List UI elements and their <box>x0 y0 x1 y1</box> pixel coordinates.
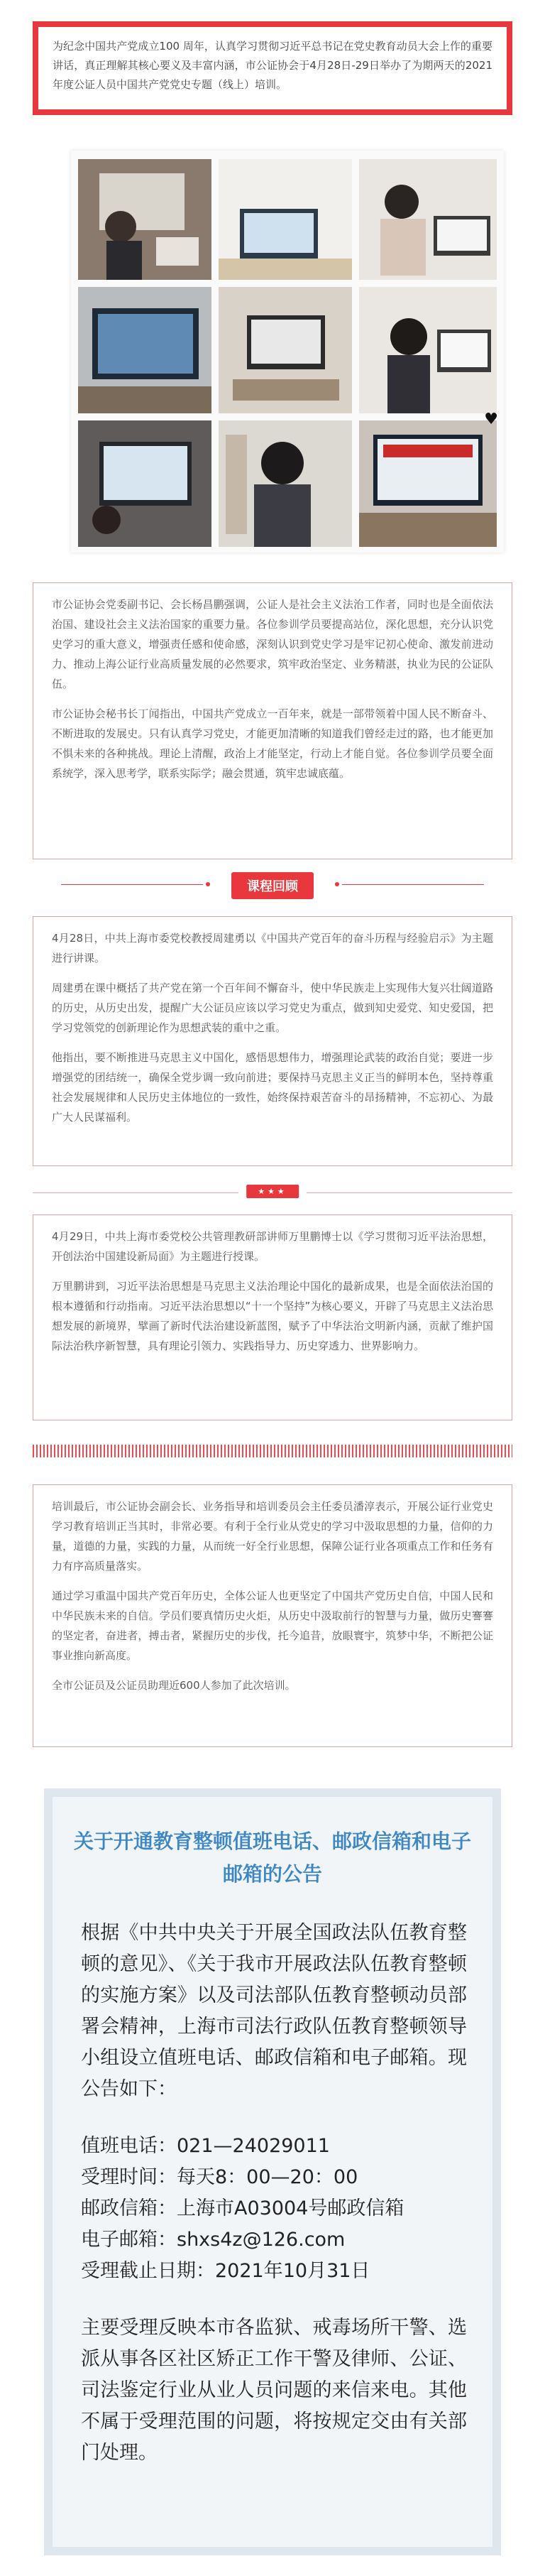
divider-line <box>307 1192 512 1193</box>
paragraph: 万里鹏讲到，习近平法治思想是马克思主义法治理论中国化的最新成果，也是全面依法治国的根本遵循和行动指南。习近平法治思想以“十一个坚持”为核心要义，开辟了马克思主义法治思想发展的新境界，擘画了新时代法治建设新蓝图，赋予了中华法治文明新内涵，贡献了维护国际法治秩序新智慧，具有理论引领力、实践指导力、历史穿透力、世界影响力。 <box>52 1280 493 1352</box>
photo-collage <box>71 151 504 553</box>
paragraph: 4月29日，中共上海市委党校公共管理教研部讲师万里鹏博士以《学习贯彻习近平法治思想，开创法治中国建设新局面》为主题进行授课。 <box>52 1230 493 1263</box>
paragraph: 市公证协会党委副书记、会长杨昌鹏强调，公证人是社会主义法治工作者，同时也是全面依法治国、建设社会主义法治国家的重要力量。各位参训学员要提高站位，深化思想，充分认识党史学习的重大意义，增强责任感和使命感，深刻认识到党史学习是牢记初心使命、激发前进动力、推动上海公证行业高质量发展的必然要求，筑牢政治坚定、业务精湛，执业为民的公证队伍。 <box>52 598 493 690</box>
paragraph: 培训最后，市公证协会副会长、业务指导和培训委员会主任委员潘淳表示，开展公证行业党史学习教育培训正当其时，非常必要。有利于全行业从党史的学习中汲取思想的力量，信仰的力量，道德的力量，实践的力量，从而统一好全行业思想，保障公证行业各项重点工作和任务有力有序高质量落实。 <box>52 1500 493 1572</box>
photo-8 <box>219 420 352 547</box>
paragraph: 周建勇在课中概括了共产党在第一个百年间不懈奋斗，使中华民族走上实现伟大复兴壮阔道路的历史，从历史出发，提醒广大公证员应该以学习党史为重点，做到知史爱党、知史爱国，把学习党领党的创新理论作为思想武装的重中之重。 <box>52 982 493 1034</box>
divider-dot <box>206 882 210 886</box>
paragraph: 市公证协会秘书长丁闻指出，中国共产党成立一百年来，就是一部带领着中国人民不断奋斗、不断进取的发展史。只有认真学习党史，才能更加清晰的知道我们曾经走过的路，也才能更加不惧未来的各种挑战。理论上清醒，政治上才能坚定，行动上才能自觉。各位参训学员要全面系统学，深入思考学，联系实际学；融会贯通，筑牢忠诚底蕴。 <box>52 707 493 780</box>
office-hours: 受理时间：每天8：00—20：00 <box>81 2166 358 2188</box>
email-address: 电子邮箱：shxs4z@126.com <box>81 2229 346 2251</box>
divider-dot <box>335 882 339 886</box>
intro-text: 为纪念中国共产党成立100 周年，认真学习贯彻习近平总书记在党史教育动员大会上作的重要讲话，真正理解其核心要义及丰富内涵，市公证协会于4月28日-29日举办了为期两天的2021年度公证人员中国共产党党史专题（线上）培训。 <box>53 40 492 91</box>
lecture-2-box <box>33 1214 512 1420</box>
photo-5 <box>219 287 352 413</box>
photo-3 <box>359 159 497 280</box>
heart-icon: ♥ <box>484 411 498 428</box>
acceptance-scope: 主要受理反映本市各监狱、戒毒场所干警、选派从事各区社区矫正工作干警及律师、公证、司法鉴定行业从业人员问题的来信来电。其他不属于受理范围的问题，将按规定交由有关部门处理。 <box>81 2317 467 2464</box>
opening-remarks-box <box>33 582 512 859</box>
announcement-title: 关于开通教育整顿值班电话、邮政信箱和电子邮箱的公告 <box>73 1830 471 1886</box>
announcement-body <box>81 1918 467 2494</box>
divider-line <box>61 884 203 885</box>
paragraph: 4月28日，中共上海市委党校教授周建勇以《中国共产党百年的奋斗历程与经验启示》为主题进行讲课。 <box>52 932 493 964</box>
photo-4 <box>78 287 211 413</box>
divider-line <box>33 1192 238 1193</box>
deadline: 受理截止日期：2021年10月31日 <box>81 2260 370 2282</box>
announcement-intro: 根据《中共中央关于开展全国政法队伍教育整顿的意见》、《关于我市开展政法队伍教育整顿的实施方案》以及司法部队伍教育整顿动员部署会精神，上海市司法行政队伍教育整顿领导小组设立值班电话、邮政信箱和电子邮箱。现公告如下： <box>81 1922 467 2100</box>
paragraph: 全市公证员及公证员助理近600人参加了此次培训。 <box>52 1679 296 1692</box>
section-header-review <box>33 871 512 899</box>
photo-1 <box>78 159 211 280</box>
announcement-card <box>44 1788 501 2555</box>
section-title: 课程回顾 <box>231 872 314 899</box>
intro-box <box>33 21 512 115</box>
stars-divider <box>33 1185 512 1202</box>
paragraph: 他指出，要不断推进马克思主义中国化，感悟思想伟力，增强理论武装的政治自觉；要进一步增强党的团结统一，确保全党步调一致向前进；要保持马克思主义正当的鲜明本色，坚持尊重社会发展规律和人民历史主体地位的一致性，始终保持艰苦奋斗的昂扬精神，不忘初心、为最广大人民谋福利。 <box>52 1051 493 1124</box>
closing-box <box>33 1484 512 1747</box>
divider-line <box>342 884 484 885</box>
lecture-1-box <box>33 916 512 1166</box>
stars-badge: ★★★ <box>246 1185 299 1198</box>
hatch-divider <box>33 1445 512 1457</box>
paragraph: 通过学习重温中国共产党百年历史，全体公证人也更坚定了中国共产党历史自信，中国人民和中华民族未来的自信。学员们要真情历史火炬，从历史中汲取前行的智慧与力量，做历史謇謇的坚定者，奋进者，搏击者，紧握历史的步伐，托今追昔，放眼寰宇，筑梦中华，不断把公证事业推向新高度。 <box>52 1589 493 1662</box>
photo-6 <box>359 287 497 413</box>
contact-info <box>81 2131 467 2287</box>
postal-mailbox: 邮政信箱：上海市A03004号邮政信箱 <box>81 2197 404 2219</box>
photo-7 <box>78 420 211 547</box>
duty-phone: 值班电话：021—24029011 <box>81 2135 330 2157</box>
photo-2 <box>219 159 352 280</box>
photo-9 <box>359 420 497 547</box>
